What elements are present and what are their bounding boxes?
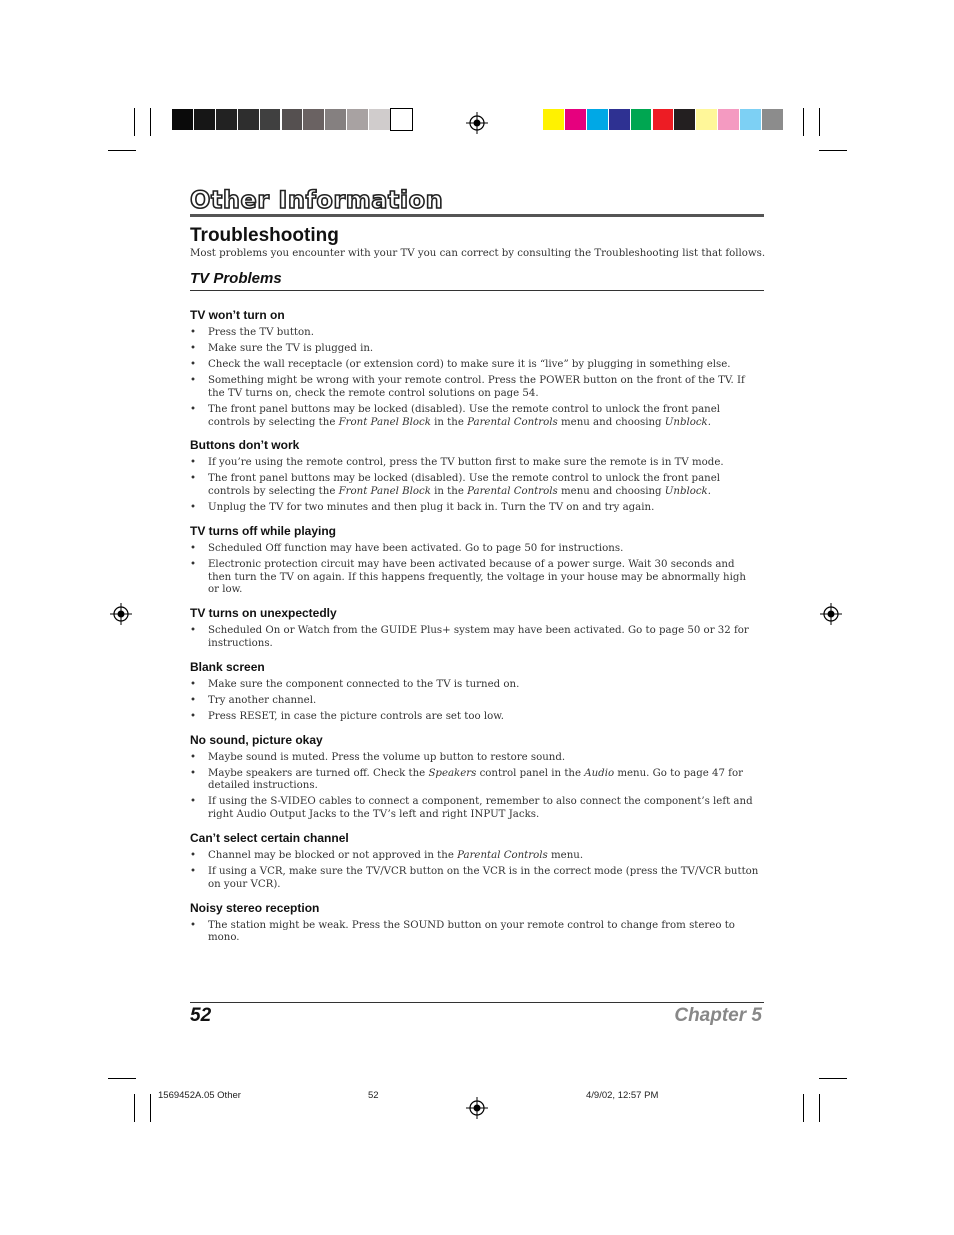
- topic-heading: TV turns off while playing: [190, 523, 337, 538]
- crop-mark: [819, 150, 847, 151]
- color-swatch: [325, 109, 346, 130]
- topic-section: [190, 524, 760, 597]
- topic-section: [190, 308, 760, 429]
- color-swatch: [609, 109, 630, 130]
- topic-bullets: [190, 850, 760, 892]
- color-swatch: [718, 109, 739, 130]
- section-intro: Most problems you encounter with your TV you can correct by consulting the Troubleshooting list that follows.: [190, 248, 766, 259]
- list-item: • Make sure the TV is plugged in.: [190, 343, 760, 356]
- topic-section: [190, 606, 760, 651]
- color-swatch: [282, 109, 303, 130]
- slug-page: 52: [368, 1090, 379, 1101]
- list-item: • Maybe speakers are turned off. Check the Speakers control panel in the Audio menu. Go to page 47 for detailed instructions.: [190, 768, 760, 794]
- list-item: • If you’re using the remote control, press the TV button first to make sure the remote is in TV mode.: [190, 457, 760, 470]
- title-rule: [190, 214, 764, 217]
- list-item: • Try another channel.: [190, 695, 760, 708]
- color-swatch: [696, 109, 717, 130]
- topic-bullets: [190, 679, 760, 724]
- registration-mark-icon: [466, 1097, 488, 1119]
- topic-heading: Blank screen: [190, 659, 265, 674]
- chapter-label: Chapter 5: [674, 1005, 762, 1026]
- list-item: • Press RESET, in case the picture controls are set too low.: [190, 711, 760, 724]
- registration-mark-icon: [466, 112, 488, 134]
- crop-mark: [819, 1094, 820, 1122]
- topic-heading: No sound, picture okay: [190, 732, 323, 747]
- color-swatch: [238, 109, 259, 130]
- footer-rule: [190, 1002, 764, 1003]
- list-item: • Maybe sound is muted. Press the volume up button to restore sound.: [190, 752, 760, 765]
- troubleshooting-list: [190, 308, 760, 954]
- crop-mark: [134, 1094, 135, 1122]
- list-item: • Something might be wrong with your remote control. Press the POWER button on the front of the TV. If the TV turns on, check the remote control solutions on page 54.: [190, 375, 760, 401]
- crop-mark: [108, 150, 136, 151]
- color-swatch: [565, 109, 586, 130]
- section-title: Troubleshooting: [190, 225, 339, 246]
- list-item: • Channel may be blocked or not approved in the Parental Controls menu.: [190, 850, 760, 863]
- color-swatch: [260, 109, 281, 130]
- topic-bullets: [190, 752, 760, 822]
- list-item: • If using a VCR, make sure the TV/VCR button on the VCR is in the correct mode (press the TV/VCR button on your VCR).: [190, 866, 760, 892]
- list-item: • Scheduled Off function may have been activated. Go to page 50 for instructions.: [190, 543, 760, 556]
- topic-heading: TV turns on unexpectedly: [190, 606, 337, 621]
- color-swatch: [369, 109, 390, 130]
- color-swatch: [674, 109, 695, 130]
- crop-mark: [803, 108, 804, 136]
- color-swatch: [303, 109, 324, 130]
- list-item: • Check the wall receptacle (or extension cord) to make sure it is “live” by plugging in something else.: [190, 359, 760, 372]
- topic-bullets: [190, 543, 760, 597]
- topic-section: [190, 660, 760, 724]
- subsection-rule: [190, 290, 764, 291]
- list-item: • Scheduled On or Watch from the GUIDE Plus+ system may have been activated. Go to page 50 or 32 for instructions.: [190, 625, 760, 651]
- crop-mark: [134, 108, 135, 136]
- list-item: • The front panel buttons may be locked (disabled). Use the remote control to unlock the front panel controls by selecting the Front Panel Block in the Parental Controls menu and choosing Unblock.: [190, 404, 760, 430]
- topic-heading: Noisy stereo reception: [190, 900, 320, 915]
- list-item: • The station might be weak. Press the SOUND button on your remote control to change from stereo to mono.: [190, 920, 760, 946]
- list-item: • Electronic protection circuit may have been activated because of a power surge. Wait 30 seconds and then turn the TV on again. If this happens frequently, the voltage in your house may be abnormally high or low.: [190, 559, 760, 597]
- list-item: • If using the S-VIDEO cables to connect a component, remember to also connect the component’s left and right Audio Output Jacks to the TV’s left and right INPUT Jacks.: [190, 796, 760, 822]
- crop-mark: [819, 108, 820, 136]
- page-number: 52: [190, 1005, 212, 1026]
- color-swatch: [194, 109, 215, 130]
- topic-bullets: [190, 625, 760, 651]
- slug-date: 4/9/02, 12:57 PM: [586, 1090, 659, 1101]
- crop-mark: [150, 108, 151, 136]
- crop-mark: [150, 1094, 151, 1122]
- topic-heading: Can’t select certain channel: [190, 830, 349, 845]
- topic-heading: Buttons don’t work: [190, 438, 300, 453]
- topic-bullets: [190, 457, 760, 515]
- color-swatch: [543, 109, 564, 130]
- color-swatch: [216, 109, 237, 130]
- topic-section: [190, 831, 760, 892]
- subsection-title: TV Problems: [190, 270, 282, 287]
- topic-heading: TV won’t turn on: [190, 308, 285, 322]
- color-swatch: [587, 109, 608, 130]
- crop-mark: [803, 1094, 804, 1122]
- color-swatch: [391, 109, 412, 130]
- crop-mark: [819, 1078, 847, 1079]
- list-item: • The front panel buttons may be locked (disabled). Use the remote control to unlock the front panel controls by selecting the Front Panel Block in the Parental Controls menu and choosing Unblock.: [190, 473, 760, 499]
- slug-file: 1569452A.05 Other: [158, 1090, 241, 1101]
- topic-bullets: [190, 327, 760, 429]
- color-swatch: [631, 109, 652, 130]
- list-item: • Make sure the component connected to the TV is turned on.: [190, 679, 760, 692]
- topic-section: [190, 901, 760, 946]
- registration-mark-icon: [110, 603, 132, 625]
- list-item: • Unplug the TV for two minutes and then plug it back in. Turn the TV on and try again.: [190, 502, 760, 515]
- topic-section: [190, 733, 760, 822]
- list-item: • Press the TV button.: [190, 327, 760, 340]
- topic-bullets: [190, 920, 760, 946]
- topic-section: [190, 438, 760, 515]
- crop-mark: [108, 1078, 136, 1079]
- page-title: Other Information: [190, 186, 444, 214]
- color-swatch: [347, 109, 368, 130]
- color-swatch: [653, 109, 674, 130]
- color-swatch: [762, 109, 783, 130]
- color-swatch: [740, 109, 761, 130]
- registration-mark-icon: [820, 603, 842, 625]
- color-swatch: [172, 109, 193, 130]
